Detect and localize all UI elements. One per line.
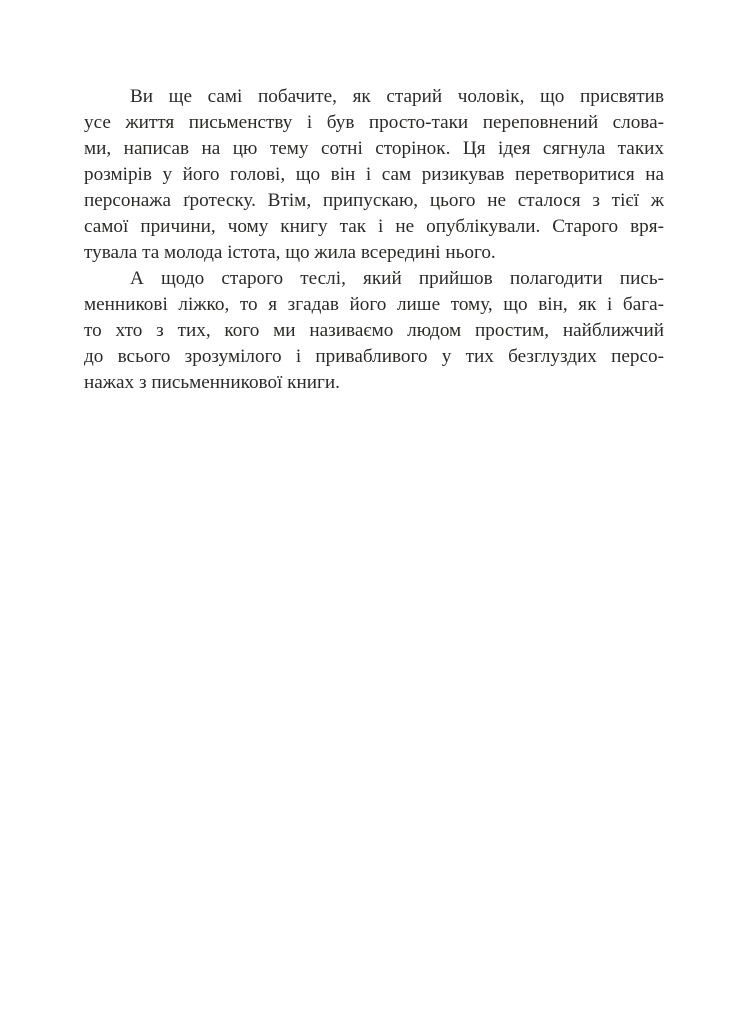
paragraph-1 bbox=[84, 84, 664, 266]
text-line: тувала та молода істота, що жила всередині нього. bbox=[84, 242, 496, 263]
text-line: самої причини, чому книгу так і не опублікували. Старого вря- bbox=[84, 216, 664, 237]
text-line: усе життя письменству і був просто-таки переповнений слова- bbox=[84, 112, 664, 133]
text-line: Ви ще самі побачите, як старий чоловік, що присвятив bbox=[130, 86, 664, 107]
text-line: ми, написав на цю тему сотні сторінок. Ця ідея сягнула таких bbox=[84, 138, 664, 159]
text-line: персонажа ґротеску. Втім, припускаю, цього не сталося з тієї ж bbox=[84, 190, 664, 211]
text-line: менникові ліжко, то я згадав його лише тому, що він, як і бага- bbox=[84, 294, 664, 315]
text-line: то хто з тих, кого ми називаємо людом простим, найближчий bbox=[84, 320, 664, 341]
paragraph-2 bbox=[84, 266, 664, 396]
book-page bbox=[84, 84, 664, 396]
text-line: нажах з письменникової книги. bbox=[84, 372, 340, 393]
text-line: розмірів у його голові, що він і сам ризикував перетворитися на bbox=[84, 164, 664, 185]
text-line: А щодо старого теслі, який прийшов полагодити пись- bbox=[130, 268, 664, 289]
text-line: до всього зрозумілого і привабливого у тих безглуздих персо- bbox=[84, 346, 664, 367]
